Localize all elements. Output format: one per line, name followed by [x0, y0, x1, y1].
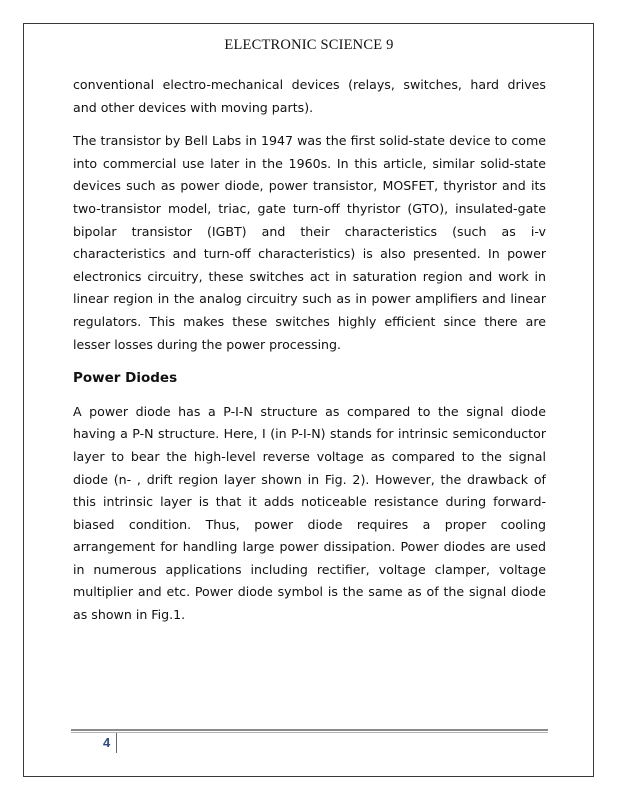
- paragraph-3: A power diode has a P-I-N structure as compared to the signal diode having a P-N structure. Here, I (in P-I-N) stands for intrinsic semiconductor layer to bear the high-level reverse voltage as compared to the signal diode (n- , drift region layer shown in Fig. 2). However, the drawback of this intrinsic layer is that it adds noticeable resistance during forward-biased condition. Thus, power diode requires a proper cooling arrangement for handling large power dissipation. Power diodes are used in numerous applications including rectifier, voltage clamper, voltage multiplier and etc. Power diode symbol is the same as of the signal diode as shown in Fig.1.: [73, 403, 546, 623]
- document-body: [73, 74, 546, 638]
- section-heading: Power Diodes: [73, 370, 178, 387]
- page-header: ELECTRONIC SCIENCE 9: [224, 37, 394, 53]
- paragraph-2: The transistor by Bell Labs in 1947 was the first solid-state device to come into commercial use later in the 1960s. In this article, similar solid-state devices such as power diode, power transistor, MOSFET, thyristor and its two-transistor model, triac, gate turn-off thyristor (GTO), insulated-gate bipolar transistor (IGBT) and their characteristics (such as i-v characteristics and turn-off characteristics) is also presented. In power electronics circuitry, these switches act in saturation region and work in linear region in the analog circuitry such as in power amplifiers and linear regulators. This makes these switches highly efficient since there are lesser losses during the power processing.: [73, 133, 546, 352]
- paragraph-1: conventional electro-mechanical devices (relays, switches, hard drives and other devices with moving parts).: [73, 77, 546, 115]
- footer-rule: [71, 729, 548, 731]
- page-number: 4: [103, 735, 111, 750]
- page-number-divider: [116, 733, 117, 753]
- footer-rule-thin: [71, 732, 548, 733]
